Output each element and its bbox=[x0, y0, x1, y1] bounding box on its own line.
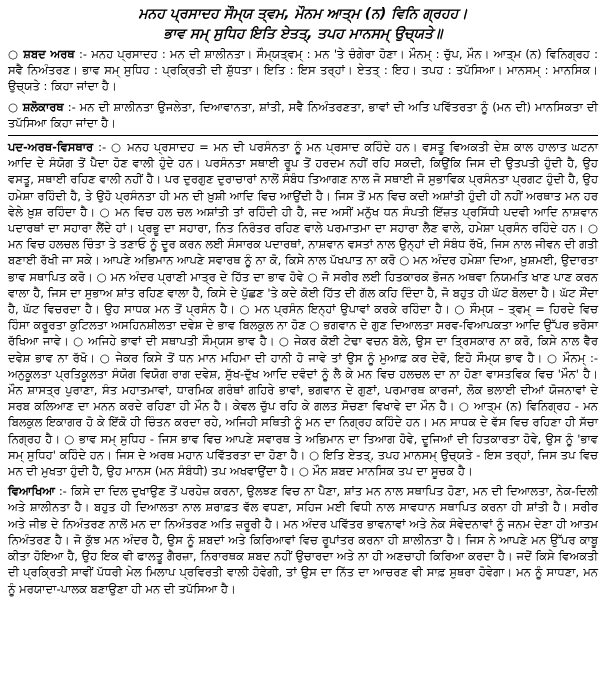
viakhia-section bbox=[8, 483, 598, 596]
shabad-arth-label: ○ ਸ਼ਬਦ ਅਰਥ bbox=[8, 47, 75, 61]
shabad-arth-section bbox=[8, 46, 598, 95]
viakhia-text: :- ਕਿਸੇ ਦਾ ਦਿਲ ਦੁਖਾਉਣ ਤੋਂ ਪਰਹੇਜ਼ ਕਰਨਾ, ਉਲਝਣ ਵਿਚ ਨਾ ਪੈਣਾ, ਸ਼ਾਂਤ ਮਨ ਨਾਲ ਸਥਾਪਿਤ ਹੋਣਾ, ਮਨ ਦੀ ਦਿਆਲਤਾ, ਨੇਕ-ਦਿਲੀ ਅਤੇ ਸ਼ਾਲੀਨਤਾ ਹੈ। ਬਹੁਤ ਹੀ ਦਿਆਲਤਾ ਨਾਲ ਸ਼ਰਾਫ਼ਤ ਵੱਲ ਵਧਣਾ, ਸਹਿਜ ਮਈ ਵਿਧੀ ਨਾਲ ਸਾਵਧਾਨ ਸਥਾਪਿਤ ਕਰਨਾ ਹੀ ਸ਼ਾਂਤੀ ਹੈ। ਸਰੀਰ ਅਤੇ ਜੀਭ ਦੇ ਨਿਅੰਤਰਣ ਨਾਲੋਂ ਮਨ ਦਾ ਨਿਅੰਤਰਣ ਅਤਿ ਜ਼ਰੂਰੀ ਹੈ। ਮਨ ਅੰਦਰ ਪਵਿੱਤਰ ਭਾਵਨਾਵਾਂ ਅਤੇ ਨੇਕ ਸੰਵੇਦਨਾਵਾਂ ਨੂੰ ਜਨਮ ਦੇਣਾ ਹੀ ਆਤਮ ਨਿਅੰਤਰਣ ਹੈ। ਜੋ ਕੁੱਝ ਮਨ ਅੰਦਰ ਹੈ, ਉਸ ਨੂੰ ਸ਼ਬਦਾਂ ਅਤੇ ਕਿਰਿਆਵਾਂ ਵਿਚ ਰੂਪਾਂਤਰ ਕਰਨਾ ਹੀ ਸ਼ਾਲੀਨਤਾ ਹੈ। ਜਿਸ ਨੇ ਆਪਣੇ ਮਨ ਉੱਪਰ ਕਾਬੂ ਕੀਤਾ ਹੋਇਆ ਹੈ, ਉਹ ਇਕ ਵੀ ਫਾਲਤੂ ਗੈਰਜ਼ਾ, ਨਿਰਾਰਥਕ ਸ਼ਬਦ ਨਹੀਂ ਉਚਾਰਦਾ ਅਤੇ ਨਾ ਹੀ ਅਣਚਾਹੀ ਕਿਰਿਆ ਕਰਦਾ ਹੈ। ਜਦੋਂ ਕਿਸੇ ਵਿਅਕਤੀ ਦੀ ਪ੍ਰਕ੍ਰਿਤੀ ਸਾਵੀਂ ਪੱਧਰੀ ਮੇਲ ਮਿਲਾਪ ਪ੍ਰਵਿਰਤੀ ਵਾਲੀ ਹੋਵੇਗੀ, ਤਾਂ ਉਸ ਦਾ ਨਿੱਤ ਦਾ ਆਚਰਣ ਵੀ ਸਾਫ਼ ਸੁਥਰਾ ਹੋਵੇਗਾ। ਮਨ ਨੂੰ ਸਾਧਣਾ, ਮਨ ਨੂੰ ਮਰਯਾਦਾ-ਪਾਲਕ ਬਣਾਉਣਾ ਹੀ ਮਨ ਦੀ ਤਪੱਸਿਆ ਹੈ। bbox=[8, 484, 599, 596]
shlokarth-text: :- ਮਨ ਦੀ ਸ਼ਾਲੀਨਤਾ ਉਜਲੇਤਾ, ਦਿਆਵਾਨਤਾ, ਸ਼ਾਂਤੀ, ਸਵੈ ਨਿਅੰਤਰਣਤਾ, ਭਾਵਾਂ ਦੀ ਅਤਿ ਪਵਿੱਤਰਤਾ ਨੂੰ (ਮਨ ਦੀ) ਮਾਨਸਿਕਤਾ ਦੀ ਤਪੱਸਿਆ ਕਿਹਾ ਜਾਂਦਾ ਹੈ। bbox=[8, 99, 599, 130]
pad-arth-section bbox=[8, 139, 598, 479]
shlokarth-section bbox=[8, 99, 598, 131]
pad-arth-text: :- ○ ਮਨਹ ਪ੍ਰਸਾਦਹ = ਮਨ ਦੀ ਪਰਸੰਨਤਾ ਨੂੰ ਮਨ ਪ੍ਰਸਾਦ ਕਹਿੰਦੇ ਹਨ। ਵਸਤੂ ਵਿਅਕਤੀ ਦੇਸ਼ ਕਾਲ ਹਾਲਾਤ ਘਟਨਾ ਆਦਿ ਦੇ ਸੰਯੋਗ ਤੋਂ ਪੈਦਾ ਹੋਣ ਵਾਲੀ ਹੁੰਦੇ ਹਨ। ਪਰਸੰਨਤਾ ਸਥਾਈ ਰੂਪ ਤੋਂ ਹਰਦਮ ਨਹੀਂ ਰਹਿ ਸਕਦੀ, ਕਿਉਂਕਿ ਜਿਸ ਦੀ ਉਤਪਤੀ ਹੁੰਦੀ ਹੈ, ਉਹ ਵਸਤੂ, ਸਥਾਈ ਰਹਿਣ ਵਾਲੀ ਨਹੀਂ ਹੈ। ਪਰ ਦੁਰਗੁਣ ਦੁਰਾਚਾਰਾਂ ਨਾਲੋਂ ਸੰਬੰਧ ਤਿਆਗਣ ਨਾਲ ਜੋ ਸਥਾਈ ਜੋ ਸੁਭਾਵਿਕ ਪ੍ਰਸੰਨਤਾ ਪ੍ਰਗਟ ਹੁੰਦੀ ਹੈ, ਉਹ ਹਮੇਸ਼ਾ ਰਹਿੰਦੀ ਹੈ, ਤੇ ਉਹੋ ਪ੍ਰਸੰਨਤਾ ਹੀ ਮਨ ਦੀ ਖ਼ੁਸ਼ੀ ਆਦਿ ਵਿਚ ਆਉਂਦੀ ਹੈ। ਜਿਸ ਤੋਂ ਮਨ ਵਿਚ ਕਦੀ ਅਸ਼ਾਂਤੀ ਹੁੰਦੀ ਹੀ ਨਹੀਂ ਅਰਥਾਤ ਮਨ ਹਰ ਵੇਲੇ ਖ਼ੁਸ਼ ਰਹਿੰਦਾ ਹੈ। ○ ਮਨ ਵਿਚ ਹਲ ਚਲ ਅਸ਼ਾਂਤੀ ਤਾਂ ਰਹਿੰਦੀ ਹੀ ਹੈ, ਜਦ ਅਸੀਂ ਮਨੁੱਖ ਧਨ ਸੰਪਤੀ ਇੱਜ਼ਤ ਪ੍ਰਸਿੱਧੀ ਪਦਵੀ ਆਦਿ ਨਾਸ਼ਵਾਨ ਪਦਾਰਥਾਂ ਦਾ ਸਹਾਰਾ ਲੈਂਦੇ ਹਾਂ। ਪ੍ਰਭੂ ਦਾ ਸਹਾਰਾ, ਨਿਤ ਨਿਰੰਤਰ ਰਹਿਣ ਵਾਲੇ ਪਰਮਾਤਮਾ ਦਾ ਸਹਾਰਾ ਲੈਣ ਵਾਲੇ, ਹਮੇਸ਼ਾ ਪ੍ਰਸੰਨ ਰਹਿੰਦੇ ਹਨ। ○ ਮਨ ਵਿਚ ਹਲਚਲ ਚਿੰਤਾ ਤੇ ਤਣਾਓ ਨੂੰ ਦੂਰ ਕਰਨ ਲਈ ਸੰਸਾਰਕ ਪਦਾਰਥਾਂ, ਨਾਸ਼ਵਾਨ ਵਸਤਾਂ ਨਾਲ ਉਨ੍ਹਾਂ ਦੀ ਸੰਬੰਧ ਰੱਖੋ, ਜਿਸ ਨਾਲ ਜੀਵਨ ਦੀ ਗਤੀ ਬਣਾਈ ਰੱਖੀ ਜਾ ਸਕੇ। ਆਪਣੇ ਅਭਿਮਾਨ ਆਪਣੇ ਸਵਾਰਥ ਨੂੰ ਨਾ ਕੋ, ਕਿਸੇ ਨਾਲ ਪੱਖਪਾਤ ਨਾ ਕਰੋ ○ ਮਨ ਅੰਦਰ ਹਮੇਸ਼ਾ ਦਿਆ, ਖ਼ੁਸ਼ਮਈ, ਉਦਾਰਤਾ ਭਾਵ ਸਥਾਪਿਤ ਕਰੋ। ○ ਮਨ ਅੰਦਰ ਪ੍ਰਾਣੀ ਮਾਤ੍ਰ ਦੇ ਹਿੱਤ ਦਾ ਭਾਵ ਹੋਵੇ ○ ਜੋ ਸਰੀਰ ਲਈ ਹਿਤਕਾਰਕ ਭੋਜਨ ਅਥਵਾ ਨਿਯਮਤਿ ਖਾਣ ਪਾਣ ਕਰਨ ਵਾਲਾ ਹੈ, ਜਿਸ ਦਾ ਸੁਭਾਅ ਸ਼ਾਂਤ ਰਹਿਣ ਵਾਲਾ ਹੈ, ਕਿਸੇ ਦੇ ਪੁੱਛਣ 'ਤੇ ਕਦੇ ਕੋਈ ਹਿੱਤ ਦੀ ਗੱਲ ਕਹਿ ਦਿੰਦਾ ਹੈ, ਜੋ ਬਹੁਤ ਹੀ ਘੱਟ ਬੋਲਦਾ ਹੈ। ਘੱਟ ਸੌਂਦਾ ਹੈ, ਘੱਟ ਵਿਚਰਦਾ ਹੈ। ਉਹ ਸਾਧਕ ਮਨ ਤੋਂ ਪ੍ਰਸੰਨ ਹੈ। ○ ਮਨ ਪ੍ਰਸੰਨ ਇਨ੍ਹਾਂ ਉਪਾਵਾਂ ਕਰਕੇ ਰਹਿੰਦਾ ਹੈ। ○ ਸੌਮ੍ਯ – ਤ੍ਵਮ੍ = ਹਿਰਦੇ ਵਿਚ ਹਿੰਸਾ ਕਰੂਰਤਾ ਕੁਟਿਲਤਾ ਅਸਹਿਨਸ਼ੀਲਤਾ ਦਵੇਸ਼ ਦੇ ਭਾਵ ਬਿਲਕੁਲ ਨਾ ਹੋਣ ○ ਭਗਵਾਨ ਦੇ ਗੁਣ ਦਿਆਲਤਾ ਸਰਵ-ਵਿਆਪਕਤਾ ਆਦਿ ਉੱਪਰ ਭਰੋਸਾ ਰੱਖਿਆ ਜਾਵੇ। ○ ਅਜਿਹੇ ਭਾਵਾਂ ਦੀ ਸਥਾਪਤੀ ਸੌਮ੍ਯਸ ਭਾਵ ਹੈ। ○ ਜੇਕਰ ਕੋਈ ਟੇਢਾ ਵਚਨ ਬੋਲੇ, ਉਸ ਦਾ ਤ੍ਰਿਸਕਾਰ ਨਾ ਕਰੋ, ਕਿਸੇ ਨਾਲ ਵੈਰ ਦਵੇਸ਼ ਭਾਵ ਨਾ ਰੱਖੋ। ○ ਜੇਕਰ ਕਿਸੇ ਤੋਂ ਧਨ ਮਾਨ ਮਹਿਮਾ ਦੀ ਹਾਨੀ ਹੋ ਜਾਵੇ ਤਾਂ ਉਸ ਨੂੰ ਮੁਆਫ਼ ਕਰ ਦੇਵੋ, ਇਹੋ ਸੌਮ੍ਯ ਭਾਵ ਹੈ। ○ ਮੌਨਮ੍ :- ਅਨੁਕੂਲਤਾ ਪ੍ਰਤਿਕੂਲਤਾ ਸੰਯੋਗ ਵਿਯੋਗ ਰਾਗ ਦਵੇਸ਼, ਸੁੱਖ-ਦੁੱਖ ਆਦਿ ਦਵੰਦਾਂ ਨੂੰ ਲੈ ਕੇ ਮਨ ਵਿਚ ਹਲਚਲ ਦਾ ਨਾ ਹੋਣਾ ਵਾਸਤਵਿਕ ਵਿਚ 'ਮੌਨ' ਹੈ। ਮੌਨ ਸ਼ਾਸਤ੍ਰ ਪੁਰਾਣਾ, ਸੰਤ ਮਹਾਤਮਾਵਾਂ, ਧਾਰਮਿਕ ਗਰੰਥਾਂ ਗਹਿਰੇ ਭਾਵਾਂ, ਭਗਵਾਨ ਦੇ ਗੁਣਾਂ, ਪਰਮਾਰਥ ਕਾਰਜਾਂ, ਲੋਕ ਭਲਾਈ ਦੀਆਂ ਯੋਜਨਾਵਾਂ ਦੇ ਸਰਬ ਕਲਿਆਣ ਦਾ ਮਨਨ ਕਰਦੇ ਰਹਿਣਾ ਹੀ ਮੌਨ ਹੈ। ਕੇਵਲ ਚੁੱਪ ਰਹਿ ਕੇ ਗਲਤ ਸੋਚਣਾ ਵਿਖਾਵੇ ਦਾ ਮੌਨ ਹੈ। ○ ਆਤ੍ਮ (ਨ) ਵਿਨਿਗ੍ਰਹ - ਮਨ ਬਿਲਕੁਲ ਇਕਾਗਰ ਹੋ ਕੇ ਇੱਕੋ ਹੀ ਚਿੰਤਨ ਕਰਦਾ ਰਹੇ, ਅਜਿਹੀ ਸਥਿਤੀ ਨੂੰ ਮਨ ਦਾ ਨਿਗ੍ਰਹ ਕਹਿੰਦੇ ਹਨ। ਮਨ ਸਾਧਕ ਦੇ ਵੱਸ ਵਿਚ ਰਹਿਣਾ ਹੀ ਸੱਚਾ ਨਿਗ੍ਰਹ ਹੈ। ○ ਭਾਵ ਸਮ੍ ਸੁਧਿਹ - ਜਿਸ ਭਾਵ ਵਿਚ ਆਪਣੇ ਸਵਾਰਥ ਤੇ ਅਭਿਮਾਨ ਦਾ ਤਿਆਗ ਹੋਵੇ, ਦੂਜਿਆਂ ਦੀ ਹਿਤਕਾਰਤਾ ਹੋਵੇ, ਉਸ ਨੂੰ 'ਭਾਵ ਸਮ੍ ਸੁਧਿਹ' ਕਹਿੰਦੇ ਹਨ। ਜਿਸ ਦੇ ਅਰਥ ਮਹਾਨ ਪਵਿੱਤਰਤਾ ਦਾ ਹੋਣਾ ਹੈ। ○ ਇਤਿ ਏਤਤ੍, ਤਪਹ ਮਾਨਸਮ੍ ਉਚ੍ਯਤੇ - ਇਸ ਤਰ੍ਹਾਂ, ਜਿਸ ਤਪ ਵਿਚ ਮਨ ਦੀ ਮੁਖਤਾ ਹੁੰਦੀ ਹੈ, ਉਹ ਮਾਨਸ (ਮਨ ਸੰਬੰਧੀ) ਤਪ ਅਖਵਾਉਂਦਾ ਹੈ। ○ ਮੌਨ ਸ਼ਬਦ ਮਾਨਸਿਕ ਤਪ ਦਾ ਸੂਚਕ ਹੈ। bbox=[8, 140, 599, 479]
section-divider bbox=[8, 135, 598, 136]
verse-line-2: ਭਾਵ ਸਮ੍ ਸੁਧਿਹ ਇਤਿ ਏਤਤ੍, ਤਪਹ ਮਾਨਸਮ੍ ਉਚ੍ਯਤੇ॥ bbox=[163, 26, 443, 42]
viakhia-label: ਵਿਆਖਿਆ bbox=[8, 484, 55, 499]
shlokarth-label: ○ ਸ਼ਲੋਕਾਰਥ bbox=[8, 99, 64, 114]
verse-title bbox=[8, 4, 598, 44]
shabad-arth-text: :- ਮਨਹ ਪ੍ਰਸਾਦਹ : ਮਨ ਦੀ ਸ਼ਾਲੀਨਤਾ। ਸੌਮ੍ਯਤ੍ਵਮ੍ : ਮਨ 'ਤੇ ਚੰਗੇਰਾ ਹੋਣਾ। ਮੌਨਮ੍ : ਚੁੱਪ, ਮੌਨ। ਆਤ੍ਮ (ਨ) ਵਿਨਿਗ੍ਰਹ : ਸਵੈ ਨਿਅੰਤਰਣ। ਭਾਵ ਸਮ੍ ਸੁਧਿਹ : ਪ੍ਰਕ੍ਰਿਤੀ ਦੀ ਸ਼ੁੱਧਤਾ। ਇਤਿ : ਇਸ ਤਰ੍ਹਾਂ। ਏਤਤ੍ : ਇਹ। ਤਪਹ : ਤਪੱਸਿਆ। ਮਾਨਸਮ੍ : ਮਾਨਸਿਕ। ਉਚ੍ਯਤੇ : ਕਿਹਾ ਜਾਂਦਾ ਹੈ। bbox=[8, 47, 598, 94]
verse-line-1: ਮਨਹ ਪ੍ਰਸਾਦਹ ਸੌਮ੍ਯ ਤ੍ਵਮ, ਮੌਨਮ ਆਤ੍ਮ (ਨ) ਵਿਨਿ ਗ੍ਰਹਹ। bbox=[138, 6, 468, 22]
pad-arth-label: ਪਦ-ਅਰਥ-ਵਿਸਥਾਰ bbox=[8, 140, 94, 155]
